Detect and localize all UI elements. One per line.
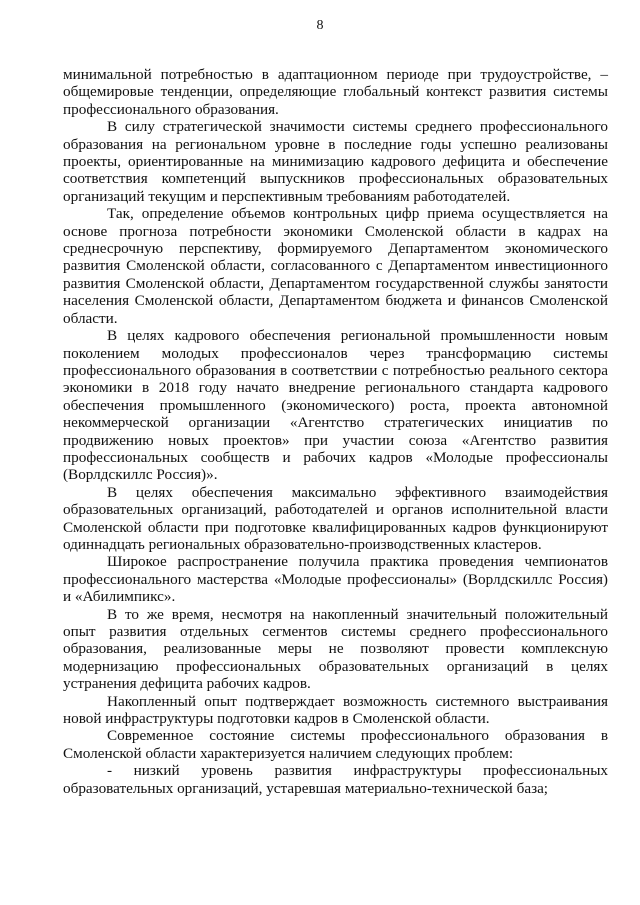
problem-list-item: - низкий уровень развития инфраструктуры профессиональных образовательных организаций, устаревшая материально-технической база; bbox=[63, 762, 608, 797]
paragraph-clusters: В целях обеспечения максимально эффективного взаимодействия образовательных организаций, работодателей и органов исполнительной власти Смоленской области при подготовке квалифицированных кадров функционируют одиннадцать региональных образовательно-производственных кластеров. bbox=[63, 483, 608, 553]
document-body bbox=[63, 66, 608, 797]
paragraph-new-infrastructure: Накопленный опыт подтверждает возможность системного выстраивания новой инфраструктуры подготовки кадров в Смоленской области. bbox=[63, 692, 608, 728]
page-number: 8 bbox=[316, 18, 324, 33]
paragraph-championships: Широкое распространение получила практика проведения чемпионатов профессионального мастерства «Молодые профессионалы» (Ворлдскиллс Россия) и «Абилимпикс». bbox=[63, 553, 608, 606]
paragraph-admission-figures: Так, определение объемов контрольных цифр приема осуществляется на основе прогноза потребности экономики Смоленской области в кадрах на среднесрочную перспективу, формируемого Департаментом экономического развития Смоленской области, согласованного с Департаментом инвестиционного развития Смоленской области, Департаментом государственной службы занятости населения Смоленской области, Департаментом бюджета и финансов Смоленской области. bbox=[63, 205, 608, 327]
paragraph-continuation: минимальной потребностью в адаптационном периоде при трудоустройстве, – общемировые тенденции, определяющие глобальный контекст развития системы профессионального образования. bbox=[63, 66, 608, 118]
paragraph-strategic-importance: В силу стратегической значимости системы среднего профессионального образования на региональном уровне в последние годы успешно реализованы проекты, ориентированные на минимизацию кадрового дефицита и обеспечение соответствия компетенций выпускников профессиональных образовательных организаций текущим и перспективным требованиям работодателей. bbox=[63, 118, 608, 205]
paragraph-current-state: Современное состояние системы профессионального образования в Смоленской области характеризуется наличием следующих проблем: bbox=[63, 727, 608, 762]
paragraph-limitations: В то же время, несмотря на накопленный значительный положительный опыт развития отдельных сегментов системы среднего профессионального образования, реализованные меры не позволяют провести комплексную модернизацию профессиональных образовательных организаций в целях устранения дефицита рабочих кадров. bbox=[63, 605, 608, 693]
paragraph-regional-standard: В целях кадрового обеспечения региональной промышленности новым поколением молодых профессионалов через трансформацию системы профессионального образования в соответствии с потребностью реального сектора экономики в 2018 году начато внедрение регионального стандарта кадрового обеспечения промышленного (экономического) роста, проекта автономной некоммерческой организации «Агентство стратегических инициатив по продвижению новых проектов» при участии союза «Агентство развития профессиональных сообществ и рабочих кадров «Молодые профессионалы (Ворлдскиллс Россия)». bbox=[63, 327, 608, 484]
